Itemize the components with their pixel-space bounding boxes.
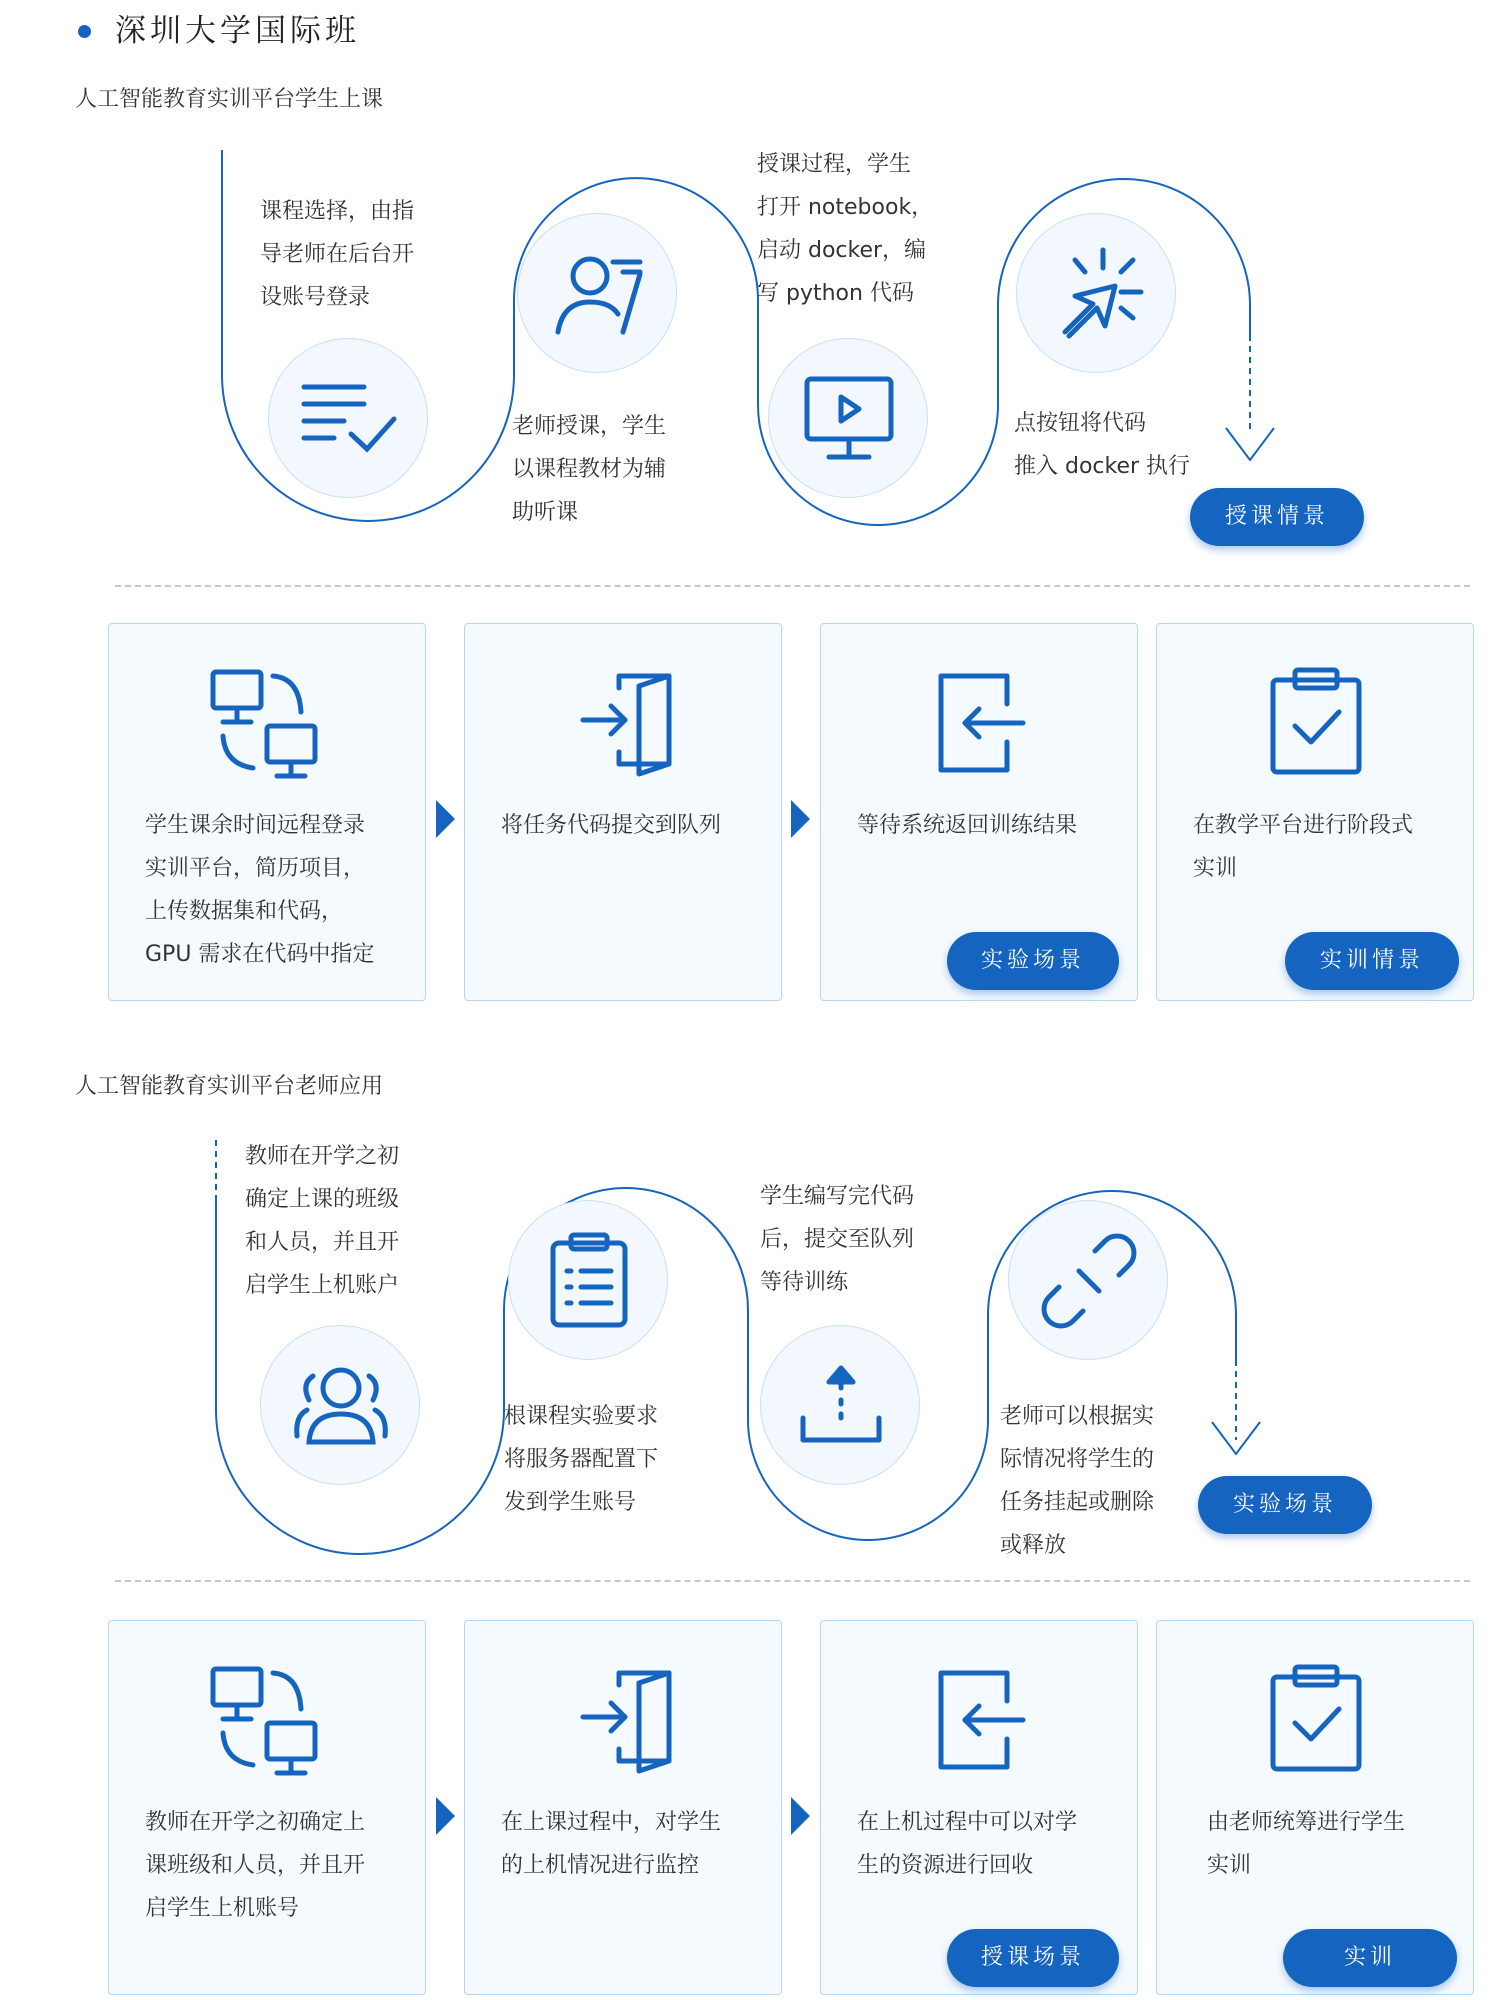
click-cursor-icon bbox=[1017, 214, 1177, 374]
flow-step-text: 根课程实验要求 将服务器配置下 发到学生账号 bbox=[504, 1404, 659, 1515]
flow-step-text: 学生编写完代码 后，提交至队列 等待训练 bbox=[760, 1184, 915, 1295]
flow-icon-circle bbox=[768, 338, 928, 498]
monitor-play-icon bbox=[769, 339, 929, 499]
step-card bbox=[464, 1620, 782, 1995]
flow-button-scene[interactable]: 授课情景 bbox=[1190, 488, 1364, 546]
step-card bbox=[108, 1620, 426, 1995]
flow-icon-circle bbox=[260, 1325, 420, 1485]
section-divider bbox=[115, 1580, 1470, 1582]
checklist-icon bbox=[269, 339, 429, 499]
step-card-text: 由老师统筹进行学生 实训 bbox=[1207, 1810, 1406, 1878]
step-card-text: 将任务代码提交到队列 bbox=[501, 813, 722, 838]
step-card bbox=[820, 1620, 1138, 1995]
clipboard-check-icon bbox=[1251, 1661, 1381, 1781]
card-button[interactable]: 实验场景 bbox=[947, 932, 1119, 990]
flow-step-text: 教师在开学之初 确定上课的班级 和人员，并且开 启学生上机账户 bbox=[245, 1144, 400, 1298]
flow-icon-circle bbox=[268, 338, 428, 498]
step-card bbox=[1156, 623, 1474, 1001]
users-icon bbox=[261, 1326, 421, 1486]
page-title: 深圳大学国际班 bbox=[115, 13, 360, 49]
step-card bbox=[108, 623, 426, 1001]
submit-door-icon bbox=[559, 664, 689, 784]
flow-step-text: 课程选择，由指 导老师在后台开 设账号登录 bbox=[260, 199, 415, 310]
flow-step-text: 老师可以根据实 际情况将学生的 任务挂起或删除 或释放 bbox=[1000, 1404, 1155, 1558]
flow-step-text: 点按钮将代码 推入 docker 执行 bbox=[1014, 411, 1191, 479]
remote-computers-icon bbox=[201, 1661, 331, 1781]
clipboard-check-icon bbox=[1251, 664, 1381, 784]
flow-icon-circle bbox=[517, 213, 677, 373]
card-button[interactable]: 实训 bbox=[1283, 1929, 1457, 1987]
step-arrow bbox=[791, 1797, 810, 1835]
step-card-text: 教师在开学之初确定上 课班级和人员，并且开 启学生上机账号 bbox=[145, 1810, 366, 1921]
step-card bbox=[1156, 1620, 1474, 1995]
card-button[interactable]: 实训情景 bbox=[1285, 932, 1459, 990]
flow-step-text: 老师授课，学生 以课程教材为辅 助听课 bbox=[512, 414, 667, 525]
section-divider bbox=[115, 585, 1470, 587]
return-icon bbox=[915, 1661, 1045, 1781]
step-card bbox=[464, 623, 782, 1001]
flow-icon-circle bbox=[508, 1200, 668, 1360]
step-card-text: 等待系统返回训练结果 bbox=[857, 813, 1078, 838]
submit-door-icon bbox=[559, 1661, 689, 1781]
section-title-teacher: 人工智能教育实训平台老师应用 bbox=[75, 1074, 384, 1099]
flow-icon-circle bbox=[1016, 213, 1176, 373]
step-card-text: 学生课余时间远程登录 实训平台，简历项目， 上传数据集和代码， GPU 需求在代码中指定 bbox=[145, 813, 375, 967]
step-card-text: 在上机过程中可以对学 生的资源进行回收 bbox=[857, 1810, 1078, 1878]
step-card-text: 在教学平台进行阶段式 实训 bbox=[1193, 813, 1414, 881]
return-icon bbox=[915, 664, 1045, 784]
upload-icon bbox=[761, 1326, 921, 1486]
card-button[interactable]: 授课场景 bbox=[947, 1929, 1119, 1987]
flow-button-scene[interactable]: 实验场景 bbox=[1198, 1476, 1372, 1534]
teacher-icon bbox=[518, 214, 678, 374]
step-card bbox=[820, 623, 1138, 1001]
step-arrow bbox=[436, 1797, 455, 1835]
flow-icon-circle bbox=[760, 1325, 920, 1485]
step-arrow bbox=[791, 800, 810, 838]
step-card-text: 在上课过程中，对学生 的上机情况进行监控 bbox=[501, 1810, 722, 1878]
section-title-student: 人工智能教育实训平台学生上课 bbox=[75, 87, 384, 112]
flow-step-text: 授课过程，学生 打开 notebook， 启动 docker，编 写 python 代码 bbox=[757, 152, 934, 306]
clipboard-list-icon bbox=[509, 1201, 669, 1361]
flow-icon-circle bbox=[1008, 1200, 1168, 1360]
remote-computers-icon bbox=[201, 664, 331, 784]
step-arrow bbox=[436, 800, 455, 838]
unlink-icon bbox=[1009, 1201, 1169, 1361]
